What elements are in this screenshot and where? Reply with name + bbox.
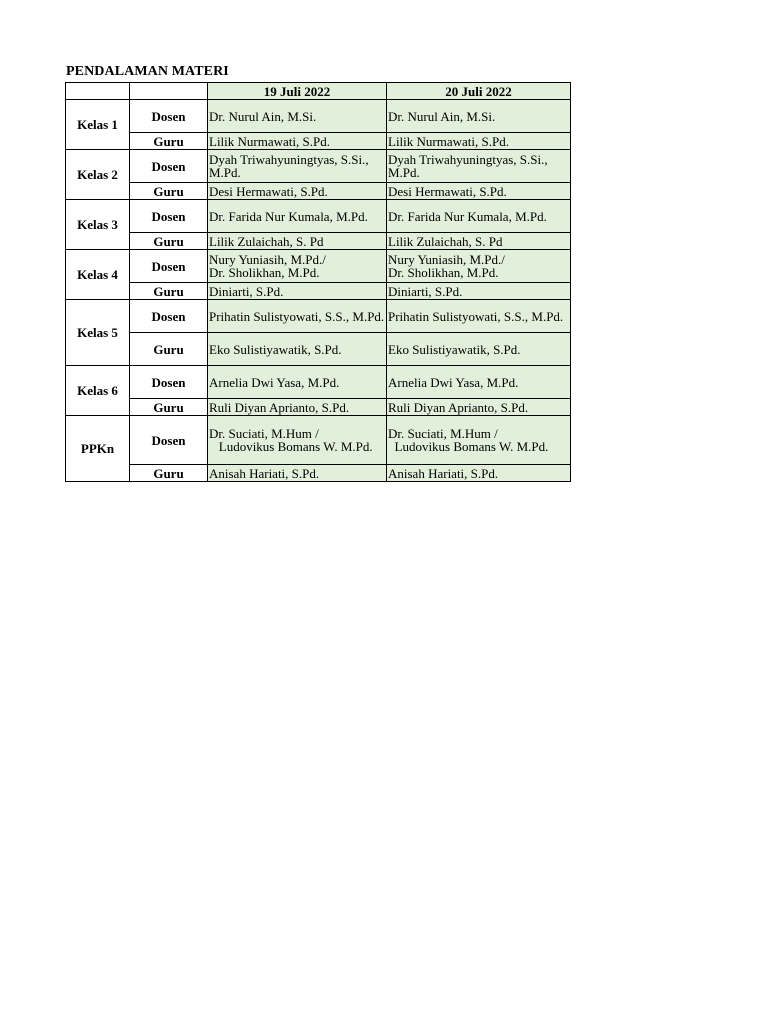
- table-row: [66, 366, 571, 399]
- group-label: Kelas 6: [66, 366, 130, 416]
- table-row: [66, 250, 571, 283]
- day1-cell: Dyah Triwahyuningtyas, S.Si., M.Pd.: [208, 150, 387, 183]
- table-row: [66, 183, 571, 200]
- table-row: [66, 300, 571, 333]
- table-row: [66, 150, 571, 183]
- day1-cell: Prihatin Sulistyowati, S.S., M.Pd.: [208, 300, 387, 333]
- day1-cell: Desi Hermawati, S.Pd.: [208, 183, 387, 200]
- table-row: [66, 333, 571, 366]
- day2-cell: Dr. Nurul Ain, M.Si.: [387, 100, 571, 133]
- day1-cell: Lilik Nurmawati, S.Pd.: [208, 133, 387, 150]
- day1-cell: Arnelia Dwi Yasa, M.Pd.: [208, 366, 387, 399]
- day2-cell: Dyah Triwahyuningtyas, S.Si., M.Pd.: [387, 150, 571, 183]
- day2-cell: Arnelia Dwi Yasa, M.Pd.: [387, 366, 571, 399]
- group-label: Kelas 3: [66, 200, 130, 250]
- group-label: Kelas 2: [66, 150, 130, 200]
- role-label: Guru: [130, 283, 208, 300]
- day1-cell: Eko Sulistiyawatik, S.Pd.: [208, 333, 387, 366]
- day2-cell: Prihatin Sulistyowati, S.S., M.Pd.: [387, 300, 571, 333]
- header-row: [66, 83, 571, 100]
- day2-cell: Desi Hermawati, S.Pd.: [387, 183, 571, 200]
- day2-cell: Dr. Suciati, M.Hum / Ludovikus Bomans W. M.Pd.: [387, 416, 571, 465]
- date-header-2: 20 Juli 2022: [387, 83, 571, 100]
- table-row: [66, 399, 571, 416]
- table-row: [66, 283, 571, 300]
- day2-cell: Ruli Diyan Aprianto, S.Pd.: [387, 399, 571, 416]
- role-label: Dosen: [130, 300, 208, 333]
- table-row: [66, 233, 571, 250]
- day2-cell: Eko Sulistiyawatik, S.Pd.: [387, 333, 571, 366]
- day2-cell: Dr. Farida Nur Kumala, M.Pd.: [387, 200, 571, 233]
- group-label: Kelas 4: [66, 250, 130, 300]
- group-label: PPKn: [66, 416, 130, 482]
- role-label: Guru: [130, 233, 208, 250]
- role-label: Dosen: [130, 150, 208, 183]
- day1-cell: Ruli Diyan Aprianto, S.Pd.: [208, 399, 387, 416]
- date-header-1: 19 Juli 2022: [208, 83, 387, 100]
- schedule-table: [65, 82, 571, 482]
- table-row: [66, 100, 571, 133]
- role-label: Dosen: [130, 250, 208, 283]
- group-label: Kelas 1: [66, 100, 130, 150]
- day1-cell: Lilik Zulaichah, S. Pd: [208, 233, 387, 250]
- role-label: Guru: [130, 133, 208, 150]
- header-blank-cell: [66, 83, 130, 100]
- day2-cell: Diniarti, S.Pd.: [387, 283, 571, 300]
- role-label: Guru: [130, 399, 208, 416]
- role-label: Guru: [130, 465, 208, 482]
- role-label: Dosen: [130, 366, 208, 399]
- group-label: Kelas 5: [66, 300, 130, 366]
- role-label: Dosen: [130, 100, 208, 133]
- day1-cell: Dr. Suciati, M.Hum / Ludovikus Bomans W. M.Pd.: [208, 416, 387, 465]
- header-blank-cell: [130, 83, 208, 100]
- role-label: Guru: [130, 333, 208, 366]
- day1-cell: Dr. Farida Nur Kumala, M.Pd.: [208, 200, 387, 233]
- table-row: [66, 465, 571, 482]
- day2-cell: Anisah Hariati, S.Pd.: [387, 465, 571, 482]
- role-label: Guru: [130, 183, 208, 200]
- table-row: [66, 133, 571, 150]
- day1-cell: Diniarti, S.Pd.: [208, 283, 387, 300]
- day1-cell: Dr. Nurul Ain, M.Si.: [208, 100, 387, 133]
- table-row: [66, 416, 571, 465]
- role-label: Dosen: [130, 416, 208, 465]
- role-label: Dosen: [130, 200, 208, 233]
- day2-cell: Lilik Nurmawati, S.Pd.: [387, 133, 571, 150]
- day1-cell: Nury Yuniasih, M.Pd./ Dr. Sholikhan, M.Pd.: [208, 250, 387, 283]
- page-title: PENDALAMAN MATERI: [66, 64, 229, 79]
- day2-cell: Lilik Zulaichah, S. Pd: [387, 233, 571, 250]
- day2-cell: Nury Yuniasih, M.Pd./ Dr. Sholikhan, M.Pd.: [387, 250, 571, 283]
- table-row: [66, 200, 571, 233]
- day1-cell: Anisah Hariati, S.Pd.: [208, 465, 387, 482]
